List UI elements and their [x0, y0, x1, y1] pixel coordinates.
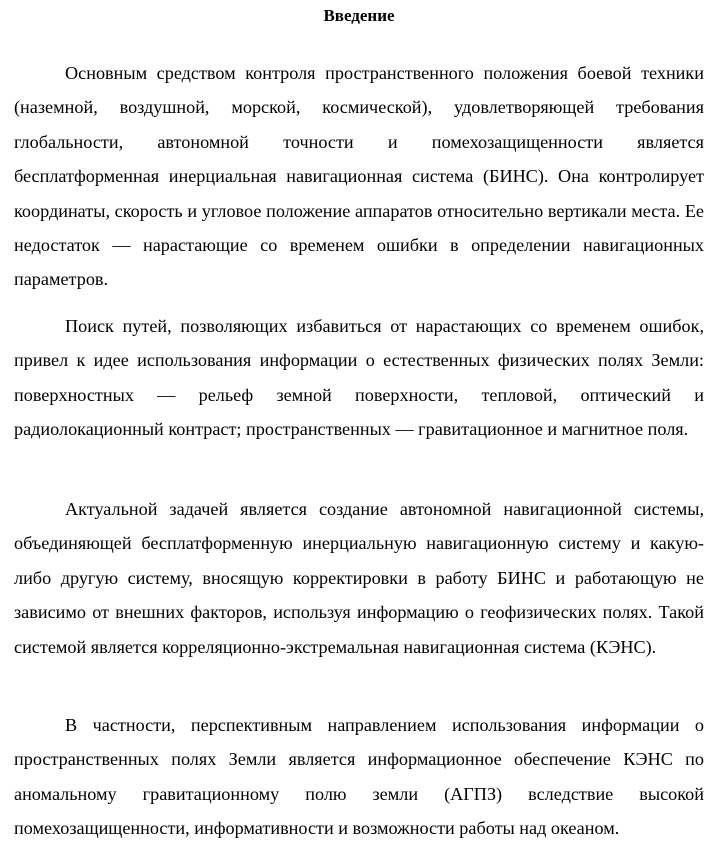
title-container — [14, 0, 704, 26]
paragraph-3: Актуальной задачей является создание автономной навигационной системы, объединяющей бесплатформенную инерциальную навигационную систему и какую-либо другую систему, вносящую корректировки в работу БИНС и работающую не зависимо от внешних факторов, используя информацию о геофизических полях. Такой системой является корреляционно-экстремальная навигационная система (КЭНС). — [14, 499, 704, 657]
paragraph-4: В частности, перспективным направлением использования информации о пространственных полях Земли является информационное обеспечение КЭНС по аномальному гравитационному полю земли (АГПЗ) вследствие высокой помехозащищенности, информативности и возможности работы над океаном. — [14, 715, 704, 839]
paragraph-2: Поиск путей, позволяющих избавиться от нарастающих со временем ошибок, привел к идее использования информации о естественных физических полях Земли: поверхностных — рельеф земной поверхности, тепловой, оптический и радиолокационный контраст; пространственных — гравитационное и магнитное поля. — [14, 316, 704, 440]
paragraph-1: Основным средством контроля пространственного положения боевой техники (наземной, воздушной, морской, космической), удовлетворяющей требования глобальности, автономной точности и помехозащищенности является бесплатформенная инерциальная навигационная система (БИНС). Она контролирует координаты, скорость и угловое положение аппаратов относительно вертикали места. Ее недостаток — нарастающие со временем ошибки в определении навигационных параметров. — [14, 63, 704, 290]
document-title: Введение — [323, 6, 395, 25]
